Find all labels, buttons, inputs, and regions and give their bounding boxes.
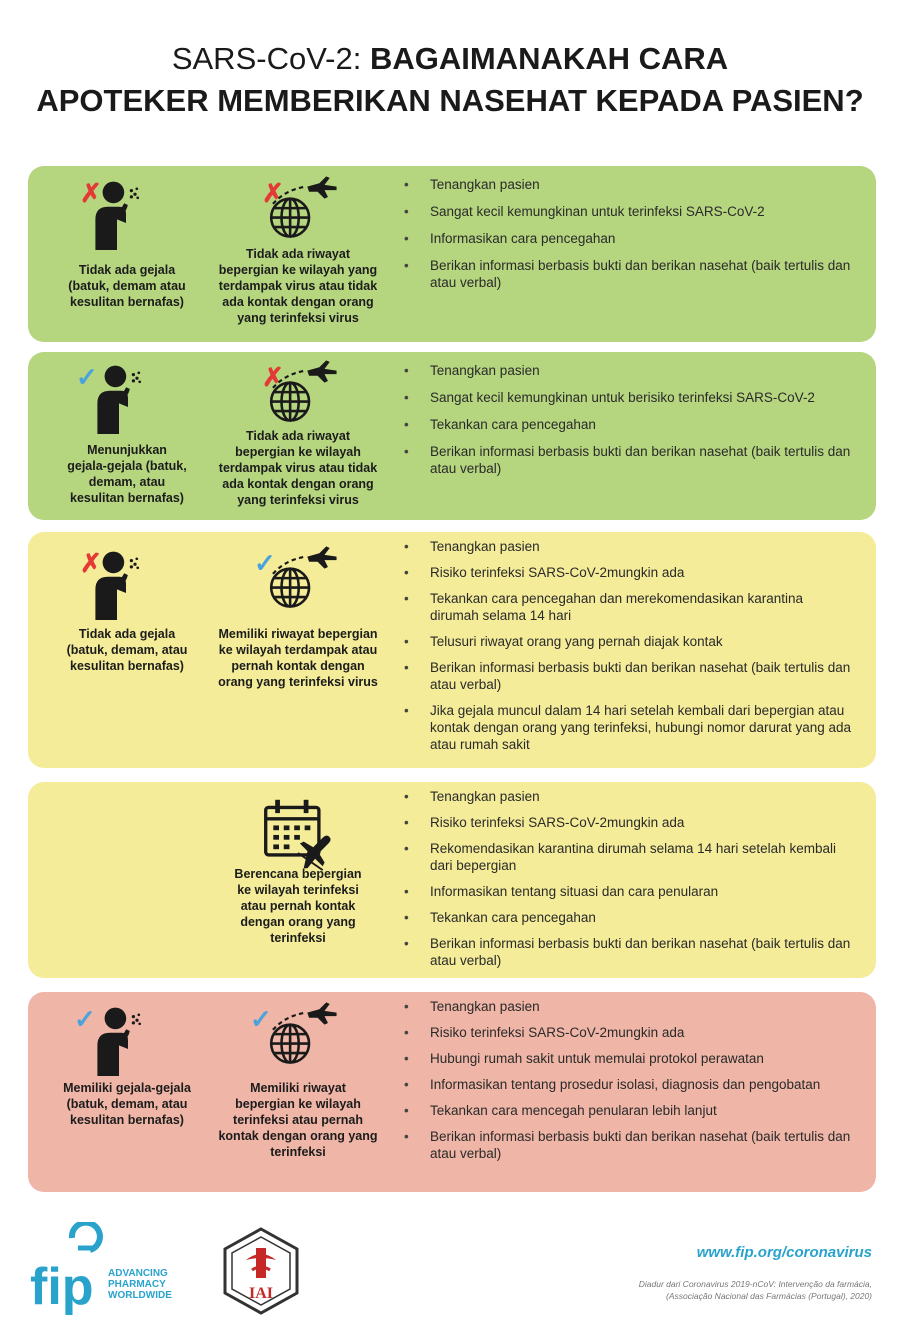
list-item: • Informasikan tentang situasi dan cara penularan — [400, 883, 855, 900]
title-line2: APOTEKER MEMBERIKAN NASEHAT KEPADA PASIEN? — [36, 83, 864, 118]
fip-tagline — [108, 1268, 172, 1301]
cross-mark-icon: ✗ — [80, 548, 102, 578]
travel-label-line: yang terinfeksi virus — [237, 311, 359, 325]
check-mark-icon: ✓ — [76, 362, 98, 392]
list-item: • Informasikan tentang prosedur isolasi, diagnosis dan pengobatan — [400, 1076, 855, 1093]
advice-panel-5 — [28, 992, 876, 1192]
check-mark-icon: ✓ — [74, 1004, 96, 1034]
symptom-label-line: (batuk, demam, atau — [66, 643, 188, 657]
list-item: • Rekomendasikan karantina dirumah selama 14 hari setelah kembali dari bepergian — [400, 840, 855, 874]
list-item: • Tenangkan pasien — [400, 998, 855, 1015]
travel-label-line: atau pernah kontak — [240, 899, 356, 913]
list-item: • Jika gejala muncul dalam 14 hari setelah kembali dari bepergian atau kontak dengan orang yang terinfeksi, hubungi nomor darurat yang ada atau rumah sakit — [400, 702, 855, 753]
globe-plane-icon — [254, 174, 340, 244]
travel-label-line: orang yang terinfeksi virus — [218, 675, 378, 689]
travel-label-line: ada kontak dengan orang — [222, 477, 374, 491]
travel-label — [208, 428, 388, 508]
travel-label-line: bepergian ke wilayah yang — [218, 263, 378, 277]
travel-label-line: terdampak virus atau tidak — [218, 461, 378, 475]
symptom-label-line: gejala-gejala (batuk, — [67, 459, 187, 473]
list-item: • Sangat kecil kemungkinan untuk berisiko terinfeksi SARS-CoV-2 — [400, 389, 855, 406]
list-item: • Berikan informasi berbasis bukti dan berikan nasehat (baik tertulis dan atau verbal) — [400, 257, 855, 291]
list-item: • Risiko terinfeksi SARS-CoV-2mungkin ada — [400, 814, 855, 831]
travel-label — [200, 626, 396, 690]
symptom-label-line: Tidak ada gejala — [78, 263, 176, 277]
check-mark-icon: ✓ — [250, 1004, 272, 1034]
cross-mark-icon: ✗ — [262, 362, 284, 392]
cross-mark-icon: ✗ — [80, 178, 102, 208]
title-line1: BAGAIMANAKAH CARA — [369, 41, 729, 76]
travel-label — [208, 866, 388, 946]
list-item: • Tenangkan pasien — [400, 362, 855, 379]
advice-panel-4 — [28, 782, 876, 978]
list-item: • Tekankan cara pencegahan dan merekomendasikan karantina dirumah selama 14 hari — [400, 590, 855, 624]
travel-label-line: bepergian ke wilayah — [235, 1097, 361, 1111]
list-item: • Sangat kecil kemungkinan untuk terinfeksi SARS-CoV-2 — [400, 203, 855, 220]
advice-list — [400, 362, 855, 477]
symptom-label — [42, 442, 212, 506]
travel-label-line: ke wilayah terinfeksi — [237, 883, 359, 897]
globe-plane-icon — [254, 358, 340, 428]
fip-tagline-line: PHARMACY — [108, 1279, 166, 1290]
travel-label-line: terinfeksi atau pernah — [233, 1113, 363, 1127]
advice-list — [400, 998, 855, 1162]
globe-plane-icon — [254, 1000, 340, 1070]
symptom-label-line: kesulitan bernafas) — [70, 295, 184, 309]
credit-line: Diadur dari Coronavirus 2019-nCoV: Intervenção da farmácia, — [638, 1279, 872, 1289]
travel-label-line: Tidak ada riwayat — [246, 429, 350, 443]
travel-label-line: kontak dengan orang yang — [218, 1129, 378, 1143]
calendar-plane-icon — [260, 796, 336, 872]
advice-panel-3 — [28, 532, 876, 768]
symptom-label-line: Menunjukkan — [87, 443, 167, 457]
list-item: • Berikan informasi berbasis bukti dan berikan nasehat (baik tertulis dan atau verbal) — [400, 1128, 855, 1162]
list-item: • Berikan informasi berbasis bukti dan berikan nasehat (baik tertulis dan atau verbal) — [400, 659, 855, 693]
travel-label — [208, 1080, 388, 1160]
check-mark-icon: ✓ — [254, 548, 276, 578]
symptom-label-line: kesulitan bernafas) — [70, 1113, 184, 1127]
travel-label-line: ada kontak dengan orang — [222, 295, 374, 309]
list-item: • Tekankan cara mencegah penularan lebih lanjut — [400, 1102, 855, 1119]
advice-panel-2 — [28, 352, 876, 520]
coughing-person-icon — [92, 362, 146, 434]
advice-list — [400, 176, 855, 291]
symptom-label-line: (batuk, demam atau — [68, 279, 186, 293]
symptom-label-line: Tidak ada gejala — [78, 627, 176, 641]
travel-label-line: pernah kontak dengan — [231, 659, 365, 673]
fip-logo — [28, 1222, 106, 1318]
credit-line: (Associação Nacional das Farmácias (Portugal), 2020) — [666, 1291, 872, 1301]
travel-label-line: terdampak virus atau tidak — [218, 279, 378, 293]
website-link[interactable]: www.fip.org/coronavirus — [696, 1244, 872, 1261]
coughing-person-icon — [92, 1004, 146, 1076]
travel-label-line: Memiliki riwayat bepergian — [218, 627, 378, 641]
list-item: • Telusuri riwayat orang yang pernah diajak kontak — [400, 633, 855, 650]
iai-logo-text: IAI — [248, 1285, 274, 1302]
travel-label-line: yang terinfeksi virus — [237, 493, 359, 507]
list-item: • Tekankan cara pencegahan — [400, 909, 855, 926]
fip-tagline-line: WORLDWIDE — [108, 1290, 172, 1301]
fip-logo-text: fip — [30, 1258, 94, 1316]
travel-label-line: terinfeksi — [270, 931, 326, 945]
list-item: • Tenangkan pasien — [400, 176, 855, 193]
coughing-person-icon — [90, 178, 144, 250]
list-item: • Hubungi rumah sakit untuk memulai protokol perawatan — [400, 1050, 855, 1067]
coughing-person-icon — [90, 548, 144, 620]
list-item: • Tenangkan pasien — [400, 788, 855, 805]
travel-label-line: dengan orang yang — [240, 915, 356, 929]
list-item: • Risiko terinfeksi SARS-CoV-2mungkin ada — [400, 564, 855, 581]
travel-label-line: bepergian ke wilayah — [235, 445, 361, 459]
list-item: • Tekankan cara pencegahan — [400, 416, 855, 433]
cross-mark-icon: ✗ — [262, 178, 284, 208]
fip-tagline-line: ADVANCING — [108, 1268, 168, 1279]
list-item: • Risiko terinfeksi SARS-CoV-2mungkin ada — [400, 1024, 855, 1041]
travel-label-line: ke wilayah terdampak atau — [218, 643, 378, 657]
symptom-label-line: kesulitan bernafas) — [70, 491, 184, 505]
advice-panel-1 — [28, 166, 876, 342]
page-title — [0, 38, 900, 122]
credit-note — [572, 1278, 872, 1302]
list-item: • Berikan informasi berbasis bukti dan berikan nasehat (baik tertulis dan atau verbal) — [400, 443, 855, 477]
travel-label-line: Berencana bepergian — [234, 867, 362, 881]
symptom-label — [42, 626, 212, 674]
list-item: • Informasikan cara pencegahan — [400, 230, 855, 247]
travel-label-line: Tidak ada riwayat — [246, 247, 350, 261]
symptom-label — [42, 1080, 212, 1128]
symptom-label-line: kesulitan bernafas) — [70, 659, 184, 673]
advice-list — [400, 538, 855, 753]
travel-label-line: Memiliki riwayat — [250, 1081, 346, 1095]
symptom-label-line: demam, atau — [88, 475, 166, 489]
list-item: • Tenangkan pasien — [400, 538, 855, 555]
title-prefix: SARS-CoV-2: — [171, 41, 362, 76]
globe-plane-icon — [254, 544, 340, 614]
symptom-label-line: Memiliki gejala-gejala — [63, 1081, 191, 1095]
travel-label-line: terinfeksi — [270, 1145, 326, 1159]
symptom-label-line: (batuk, demam, atau — [66, 1097, 188, 1111]
symptom-label — [42, 262, 212, 310]
iai-logo — [222, 1226, 300, 1316]
travel-label — [208, 246, 388, 326]
list-item: • Berikan informasi berbasis bukti dan berikan nasehat (baik tertulis dan atau verbal) — [400, 935, 855, 969]
advice-list — [400, 788, 855, 969]
